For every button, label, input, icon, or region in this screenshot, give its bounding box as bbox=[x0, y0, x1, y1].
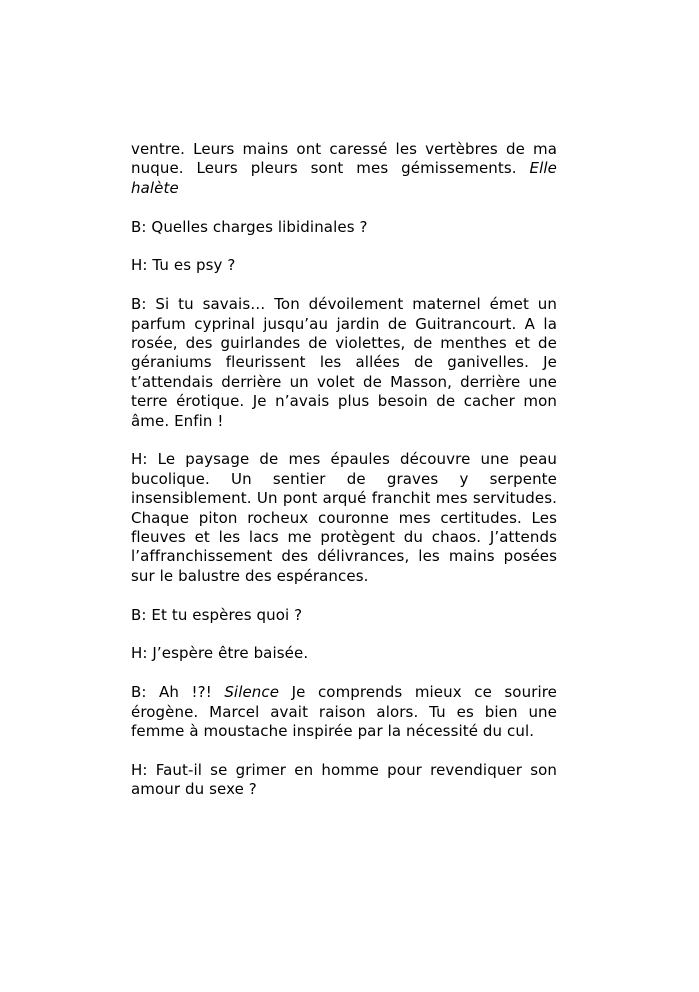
text-run-italic: Elle halète bbox=[131, 159, 557, 197]
text-run: Je comprends mieux ce sourire érogène. Marcel avait raison alors. Tu es bien une femme à moustache inspirée par la nécessité du cul. bbox=[131, 683, 557, 741]
paragraph bbox=[131, 295, 557, 431]
text-run: ventre. Leurs mains ont caressé les vertèbres de ma nuque. Leurs pleurs sont mes gémissements. bbox=[131, 140, 557, 178]
text-run: B: Et tu espères quoi ? bbox=[131, 605, 303, 624]
text-run-italic: Silence bbox=[224, 683, 280, 702]
text-run: H: J’espère être baisée. bbox=[131, 644, 309, 663]
paragraph bbox=[131, 256, 557, 275]
paragraph bbox=[131, 450, 557, 586]
paragraph bbox=[131, 606, 557, 625]
text-run: B: Ah !?! bbox=[131, 683, 225, 702]
paragraph bbox=[131, 644, 557, 663]
text-block bbox=[131, 140, 557, 800]
text-run: B: Quelles charges libidinales ? bbox=[131, 217, 368, 236]
paragraph bbox=[131, 218, 557, 237]
paragraph bbox=[131, 140, 557, 198]
text-run: H: Le paysage de mes épaules découvre une peau bucolique. Un sentier de graves y serpente insensiblement. Un pont arqué franchit mes servitudes. Chaque piton rocheux couronne mes certitudes. Les fleuves et les lacs me protègent du chaos. J’attends l’affranchissement des délivrances, les mains posées sur le balustre des espérances. bbox=[131, 450, 557, 585]
text-run: B: Si tu savais… Ton dévoilement maternel émet un parfum cyprinal jusqu’au jardin de Guitrancourt. A la rosée, des guirlandes de violettes, de menthes et de géraniums fleurissent les allées de ganivelles. Je t’attendais derrière un volet de Masson, derrière une terre érotique. Je n’avais plus besoin de cacher mon âme. Enfin ! bbox=[131, 295, 557, 430]
paragraph bbox=[131, 683, 557, 741]
paragraph bbox=[131, 761, 557, 800]
text-run: H: Tu es psy ? bbox=[131, 256, 236, 275]
text-run: H: Faut-il se grimer en homme pour revendiquer son amour du sexe ? bbox=[131, 760, 557, 799]
